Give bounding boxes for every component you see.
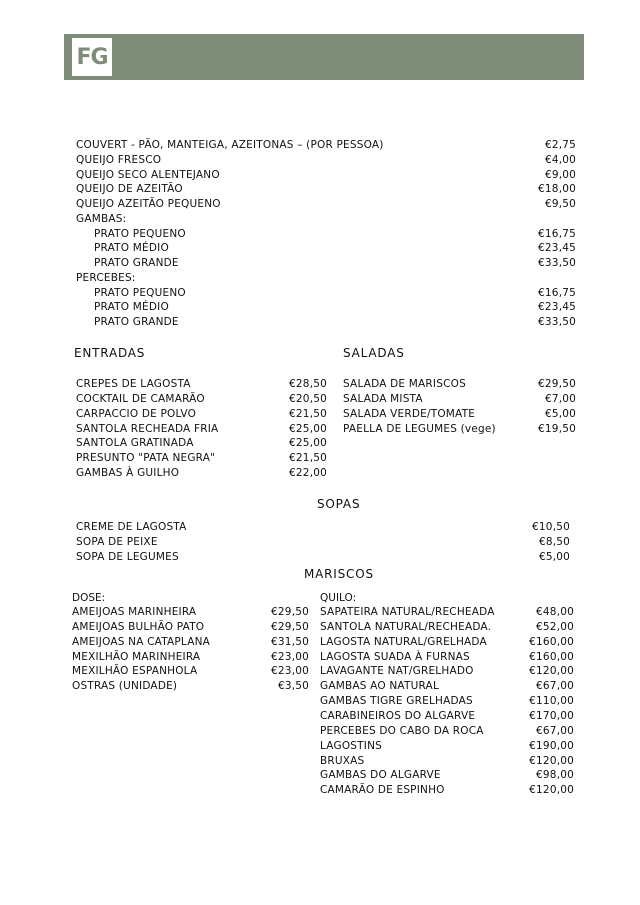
starter-item (94, 300, 576, 314)
starter-item (94, 315, 576, 329)
entrada-item (76, 436, 327, 450)
item-name: MEXILHÃO ESPANHOLA (72, 665, 198, 678)
item-price: €23,00 (271, 665, 309, 678)
salada-item (343, 422, 576, 436)
item-price: €33,50 (538, 316, 576, 328)
item-name: SALADA MISTA (343, 392, 423, 405)
item-name: PRATO PEQUENO (94, 286, 186, 299)
sopa-item (76, 535, 570, 549)
item-name: SAPATEIRA NATURAL/RECHEADA (320, 606, 495, 618)
item-name: SALADA DE MARISCOS (343, 378, 466, 390)
item-price: €8,50 (538, 535, 570, 548)
item-price: €52,00 (536, 620, 574, 633)
quilo-item (320, 635, 574, 649)
item-name: LAGOSTA SUADA À FURNAS (320, 650, 470, 663)
item-name: CAMARÃO DE ESPINHO (320, 784, 445, 797)
item-price: €2,75 (544, 139, 576, 151)
salada-item (343, 392, 576, 406)
entradas-heading: ENTRADAS (74, 346, 146, 360)
item-price: €10,50 (532, 521, 570, 533)
item-name: AMEIJOAS NA CATAPLANA (72, 635, 211, 648)
item-price: €23,45 (538, 301, 576, 314)
item-name: QUEIJO AZEITÃO PEQUENO (76, 198, 221, 210)
item-name: QUEIJO FRESCO (76, 153, 162, 166)
quilo-item (320, 739, 574, 753)
sopa-item (76, 520, 570, 534)
item-price: €33,50 (538, 257, 576, 269)
starter-item (76, 153, 576, 167)
item-price: €25,00 (289, 437, 327, 450)
quilo-item (320, 724, 574, 738)
item-price: €16,75 (538, 286, 576, 299)
item-name: AMEIJOAS BULHÃO PATO (72, 620, 205, 633)
item-price: €22,00 (289, 467, 327, 480)
item-name: PRATO MÉDIO (94, 301, 169, 314)
starter-item (94, 256, 576, 270)
item-price: €48,00 (536, 606, 574, 618)
dose-item (72, 635, 309, 649)
item-price: €29,50 (271, 606, 309, 618)
item-price: €28,50 (289, 378, 327, 390)
starter-item (76, 271, 576, 285)
item-price: €98,00 (536, 769, 574, 782)
dose-item (72, 664, 309, 678)
item-name: GAMBAS: (76, 212, 127, 225)
item-price: €190,00 (529, 739, 574, 752)
item-name: LAVAGANTE NAT/GRELHADO (320, 665, 474, 678)
item-price: €29,50 (538, 378, 576, 390)
starter-item (76, 182, 576, 196)
item-price: €67,00 (536, 680, 574, 693)
fg-logo (72, 38, 112, 76)
item-name: PRATO GRANDE (94, 316, 179, 328)
dose-item (72, 650, 309, 664)
salada-item (343, 377, 576, 391)
item-price: €9,50 (544, 198, 576, 210)
starter-item (94, 286, 576, 300)
item-name: GAMBAS TIGRE GRELHADAS (320, 695, 473, 708)
item-name: COUVERT - PÃO, MANTEIGA, AZEITONAS – (POR PESSOA) (76, 139, 384, 151)
item-name: PRATO PEQUENO (94, 227, 186, 240)
quilo-item (320, 694, 574, 708)
quilo-item (320, 679, 574, 693)
item-name: SANTOLA RECHEADA FRIA (76, 422, 219, 435)
starter-item (94, 241, 576, 255)
quilo-item (320, 650, 574, 664)
item-price: €4,00 (544, 153, 576, 166)
item-price: €9,00 (544, 168, 576, 181)
item-name: CREPES DE LAGOSTA (76, 378, 191, 390)
item-price: €25,00 (289, 422, 327, 435)
quilo-item (320, 620, 574, 634)
item-name: BRUXAS (320, 754, 365, 767)
quilo-item (320, 605, 574, 619)
item-name: AMEIJOAS MARINHEIRA (72, 606, 197, 618)
quilo-item (320, 783, 574, 797)
dose-item (72, 679, 309, 693)
item-name: SOPA DE PEIXE (76, 535, 158, 548)
item-price: €18,00 (538, 183, 576, 196)
item-price: €5,00 (544, 407, 576, 420)
item-name: LAGOSTA NATURAL/GRELHADA (320, 635, 487, 648)
item-name: OSTRAS (UNIDADE) (72, 680, 178, 693)
starter-item (76, 197, 576, 211)
item-name: PRESUNTO "PATA NEGRA" (76, 452, 216, 465)
quilo-item (320, 664, 574, 678)
quilo-item (320, 709, 574, 723)
item-price: €20,50 (289, 392, 327, 405)
item-name: COCKTAIL DE CAMARÃO (76, 392, 205, 405)
starter-item (76, 168, 576, 182)
item-name: GAMBAS DO ALGARVE (320, 769, 441, 782)
entrada-item (76, 377, 327, 391)
item-price: €110,00 (529, 695, 574, 708)
item-price: €23,00 (271, 650, 309, 663)
quilo-item (320, 768, 574, 782)
item-price: €23,45 (538, 242, 576, 255)
item-price: €170,00 (529, 709, 574, 722)
mariscos-heading: MARISCOS (304, 567, 374, 581)
item-name: QUEIJO DE AZEITÃO (76, 183, 183, 196)
item-name: PAELLA DE LEGUMES (vege) (343, 422, 496, 435)
item-name: PERCEBES DO CABO DA ROCA (320, 724, 484, 737)
item-name: PERCEBES: (76, 271, 136, 284)
item-name: QUEIJO SECO ALENTEJANO (76, 168, 220, 181)
quilo-item (320, 754, 574, 768)
item-price: €29,50 (271, 620, 309, 633)
item-price: €5,00 (538, 550, 570, 563)
entrada-item (76, 407, 327, 421)
dose-label: DOSE: (72, 592, 106, 604)
quilo-label: QUILO: (320, 592, 357, 604)
logo-text: FG (76, 44, 108, 70)
item-price: €120,00 (529, 754, 574, 767)
sopas-heading: SOPAS (317, 497, 361, 511)
item-price: €16,75 (538, 227, 576, 240)
entrada-item (76, 466, 327, 480)
item-price: €19,50 (538, 422, 576, 435)
item-name: CREME DE LAGOSTA (76, 521, 187, 533)
item-name: LAGOSTINS (320, 739, 382, 752)
item-name: SALADA VERDE/TOMATE (343, 407, 476, 420)
item-price: €21,50 (289, 452, 327, 465)
item-name: GAMBAS AO NATURAL (320, 680, 439, 693)
item-price: €120,00 (529, 665, 574, 678)
item-name: CARABINEIROS DO ALGARVE (320, 709, 476, 722)
sopa-item (76, 550, 570, 564)
entrada-item (76, 451, 327, 465)
header-banner (64, 34, 584, 80)
dose-item (72, 605, 309, 619)
starter-item (94, 227, 576, 241)
dose-item (72, 620, 309, 634)
item-name: SANTOLA NATURAL/RECHEADA. (320, 620, 492, 633)
item-name: GAMBAS À GUILHO (76, 467, 180, 480)
item-price: €21,50 (289, 407, 327, 420)
item-price: €160,00 (529, 635, 574, 648)
item-name: PRATO MÉDIO (94, 242, 169, 255)
item-name: CARPACCIO DE POLVO (76, 407, 197, 420)
starter-item (76, 212, 576, 226)
item-name: PRATO GRANDE (94, 257, 179, 269)
entrada-item (76, 422, 327, 436)
starter-item (76, 138, 576, 152)
item-price: €7,00 (544, 392, 576, 405)
item-price: €160,00 (529, 650, 574, 663)
salada-item (343, 407, 576, 421)
item-price: €3,50 (277, 680, 309, 693)
entrada-item (76, 392, 327, 406)
saladas-heading: SALADAS (343, 346, 405, 360)
item-price: €120,00 (529, 784, 574, 797)
item-price: €67,00 (536, 724, 574, 737)
item-name: SANTOLA GRATINADA (76, 437, 194, 450)
item-name: MEXILHÃO MARINHEIRA (72, 650, 201, 663)
item-name: SOPA DE LEGUMES (76, 550, 179, 563)
item-price: €31,50 (271, 635, 309, 648)
